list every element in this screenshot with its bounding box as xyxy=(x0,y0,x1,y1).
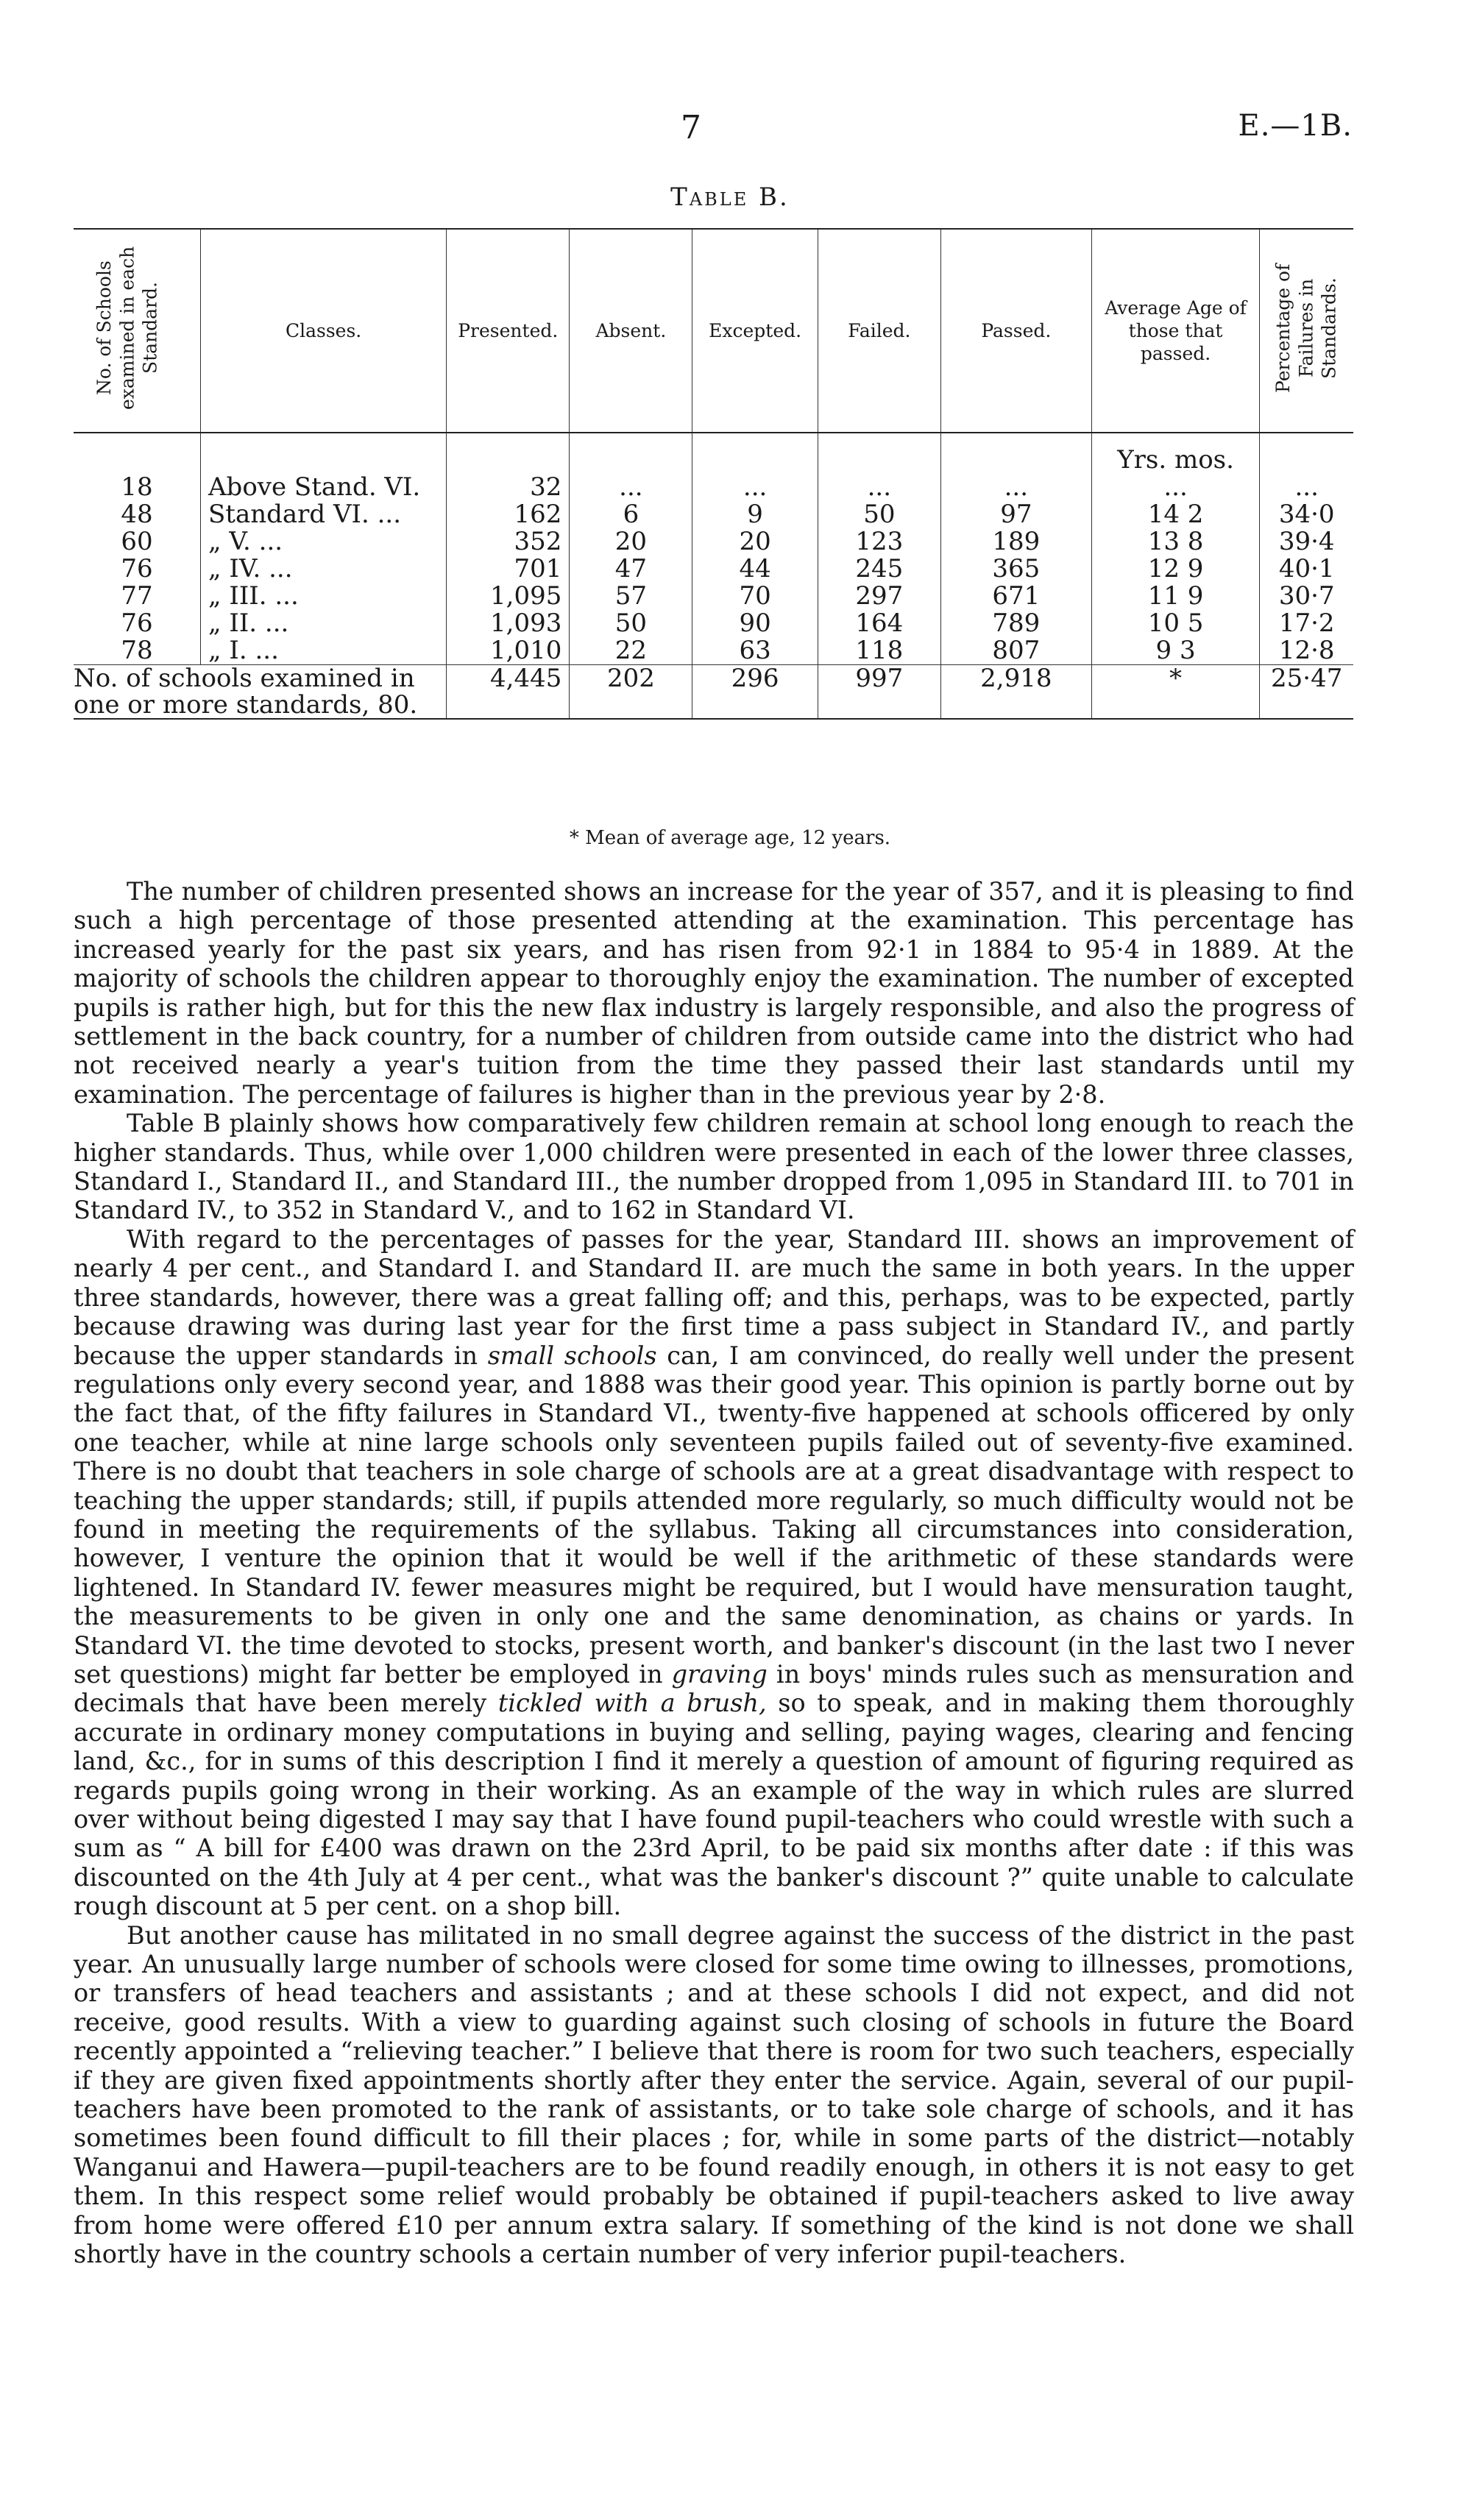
table-row xyxy=(74,583,1353,610)
table-units-row xyxy=(74,433,1353,474)
total-passed: 2,918 xyxy=(940,665,1091,720)
cell-failed: 164 xyxy=(818,610,940,637)
cell-schools: 78 xyxy=(74,637,201,665)
cell-schools: 77 xyxy=(74,583,201,610)
cell-presented: 1,093 xyxy=(447,610,570,637)
cell-excepted: 9 xyxy=(692,501,818,528)
cell-passed: 365 xyxy=(940,556,1091,583)
paragraph: Table B plainly shows how comparatively few children remain at school long enough to reach the higher standards. Thus, while over 1,000 children were presented in each of the lower three classes, Standard I., Standard II., and Standard III., the number dropped from 1,095 in Standard III. to 701 in Standard IV., to 352 in Standard V., and to 162 in Standard VI. xyxy=(74,1109,1354,1225)
cell-absent: 6 xyxy=(570,501,692,528)
col-header-average-age: Average Age of those that passed. xyxy=(1091,229,1260,433)
page-number: 7 xyxy=(681,109,701,146)
report-body xyxy=(74,877,1354,2269)
cell-passed: ... xyxy=(940,474,1091,501)
cell-presented: 701 xyxy=(447,556,570,583)
cell-failed: 297 xyxy=(818,583,940,610)
col-header-absent: Absent. xyxy=(570,229,692,433)
cell-class: Standard VI. ... xyxy=(201,501,447,528)
cell-presented: 352 xyxy=(447,528,570,556)
cell-class: „ IV. ... xyxy=(201,556,447,583)
cell-schools: 76 xyxy=(74,556,201,583)
cell-class: „ V. ... xyxy=(201,528,447,556)
paragraph: With regard to the percentages of passes for the year, Standard III. shows an improvement of nearly 4 per cent., and Standard I. and Standard II. are much the same in both years. In the upper three standards, however, there was a great falling off; and this, perhaps, was to be expected, partly because drawing was during last year for the first time a pass subject in Standard IV., and partly because the upper standards in small schools can, I am convinced, do really well under the present regulations only every second year, and 1888 was their good year. This opinion is partly borne out by the fact that, of the fifty failures in Standard VI., twenty-five happened at schools officered by only one teacher, while at nine large schools only seventeen pupils failed out of seventy-five examined. There is no doubt that teachers in sole charge of schools are at a great disadvantage with respect to teaching the upper standards; still, if pupils attended more regularly, so much difficulty would not be found in meeting the requirements of the syllabus. Taking all circumstances into consideration, however, I venture the opinion that it would be well if the arithmetic of these standards were lightened. In Standard IV. fewer measures might be required, but I would have mensuration taught, the measurements to be given in only one and the same denomination, as chains or yards. In Standard VI. the time devoted to stocks, present worth, and banker's discount (in the last two I never set questions) might far better be employed in graving in boys' minds rules such as mensuration and decimals that have been merely tickled with a brush, so to speak, and in making them thoroughly accurate in ordinary money computations in buying and selling, paying wages, clearing and fencing land, &c., for in sums of this description I find it merely a question of amount of figuring required as regards pupils going wrong in their working. As an example of the way in which rules are slurred over without being digested I may say that I have found pupil-teachers who could wrestle with such a sum as “ A bill for £400 was drawn on the 23rd April, to be paid six months after date : if this was discounted on the 4th July at 4 per cent., what was the banker's discount ?” quite unable to calculate rough discount at 5 per cent. on a shop bill. xyxy=(74,1224,1355,1921)
total-failed: 997 xyxy=(818,665,940,720)
cell-presented: 1,095 xyxy=(447,583,570,610)
cell-excepted: 20 xyxy=(692,528,818,556)
total-absent: 202 xyxy=(570,665,692,720)
table-row xyxy=(74,474,1353,501)
table-totals-row xyxy=(74,665,1353,720)
table-title: Table B. xyxy=(670,182,790,212)
table-row xyxy=(74,610,1353,637)
cell-passed: 189 xyxy=(940,528,1091,556)
cell-absent: ... xyxy=(570,474,692,501)
paragraph: The number of children presented shows an increase for the year of 357, and it is pleasing to find such a high percentage of those presented attending at the examination. This percentage has increased yearly for the past six years, and has risen from 92·1 in 1884 to 95·4 in 1889. At the majority of schools the children appear to thoroughly enjoy the examination. The number of excepted pupils is rather high, but for this the new flax industry is largely responsible, and also the progress of settlement in the back country, for a number of children from outside came into the district who had not received nearly a year's tuition from the time they passed their last standards until my examination. The percentage of failures is higher than in the previous year by 2·8. xyxy=(74,877,1354,1109)
cell-age: 13 8 xyxy=(1091,528,1260,556)
cell-absent: 47 xyxy=(570,556,692,583)
cell-age: 11 9 xyxy=(1091,583,1260,610)
total-pct: 25·47 xyxy=(1260,665,1353,720)
col-header-classes: Classes. xyxy=(201,229,447,433)
cell-excepted: 44 xyxy=(692,556,818,583)
cell-pct: 34·0 xyxy=(1278,500,1335,530)
cell-failed: 118 xyxy=(818,637,940,665)
cell-pct: 30·7 xyxy=(1278,581,1335,611)
cell-absent: 50 xyxy=(570,610,692,637)
table-row xyxy=(74,528,1353,556)
cell-excepted: 63 xyxy=(692,637,818,665)
cell-excepted: ... xyxy=(692,474,818,501)
cell-passed: 807 xyxy=(940,637,1091,665)
table-b xyxy=(74,228,1353,720)
total-excepted: 296 xyxy=(692,665,818,720)
cell-class: „ II. ... xyxy=(201,610,447,637)
cell-absent: 57 xyxy=(570,583,692,610)
cell-failed: 245 xyxy=(818,556,940,583)
cell-class: Above Stand. VI. xyxy=(201,474,447,501)
table-row xyxy=(74,556,1353,583)
table-header-row xyxy=(74,229,1353,433)
cell-age: ... xyxy=(1091,474,1260,501)
col-header-excepted: Excepted. xyxy=(692,229,818,433)
cell-failed: 123 xyxy=(818,528,940,556)
cell-pct: 17·2 xyxy=(1278,608,1335,639)
cell-pct: 12·8 xyxy=(1278,636,1335,666)
col-header-passed: Passed. xyxy=(940,229,1091,433)
cell-pct: ... xyxy=(1294,472,1319,503)
document-reference: E.—1B. xyxy=(1238,109,1353,143)
cell-passed: 789 xyxy=(940,610,1091,637)
cell-age: 12 9 xyxy=(1091,556,1260,583)
col-header-presented: Presented. xyxy=(447,229,570,433)
cell-excepted: 70 xyxy=(692,583,818,610)
paragraph: But another cause has militated in no small degree against the success of the district in the past year. An unusually large number of schools were closed for some time owing to illnesses, promotions, or transfers of head teachers and assistants ; and at these schools I did not expect, and did not receive, good results. With a view to guarding against such closing of schools in future the Board recently appointed a “relieving teacher.” I believe that there is room for two such teachers, especially if they are given fixed appointments shortly after they enter the service. Again, several of our pupil-teachers have been promoted to the rank of assistants, or to take sole charge of schools, and it has sometimes been found difficult to fill their places ; for, while in some parts of the district—notably Wanganui and Hawera—pupil-teachers are to be found readily enough, in others it is not easy to get them. In this respect some relief would probably be obtained if pupil-teachers asked to live away from home were offered £10 per annum extra salary. If something of the kind is not done we shall shortly have in the country schools a certain number of very inferior pupil-teachers. xyxy=(74,1920,1354,2269)
cell-failed: 50 xyxy=(818,501,940,528)
cell-schools: 18 xyxy=(74,474,201,501)
table-row xyxy=(74,501,1353,528)
total-label: No. of schools examined in one or more standards, 80. xyxy=(74,665,447,720)
cell-age: 10 5 xyxy=(1091,610,1260,637)
cell-age: 14 2 xyxy=(1091,501,1260,528)
col-header-failed: Failed. xyxy=(818,229,940,433)
cell-age: 9 3 xyxy=(1091,637,1260,665)
col-header-schools: No. of Schools examined in each Standard. xyxy=(74,229,201,433)
cell-passed: 671 xyxy=(940,583,1091,610)
total-age: * xyxy=(1091,665,1260,720)
cell-presented: 1,010 xyxy=(447,637,570,665)
cell-schools: 48 xyxy=(74,501,201,528)
cell-schools: 76 xyxy=(74,610,201,637)
total-presented: 4,445 xyxy=(447,665,570,720)
cell-absent: 22 xyxy=(570,637,692,665)
cell-excepted: 90 xyxy=(692,610,818,637)
cell-pct: 40·1 xyxy=(1278,554,1335,584)
cell-schools: 60 xyxy=(74,528,201,556)
cell-presented: 32 xyxy=(447,474,570,501)
cell-class: „ III. ... xyxy=(201,583,447,610)
table-footnote: * Mean of average age, 12 years. xyxy=(569,827,891,849)
cell-absent: 20 xyxy=(570,528,692,556)
cell-passed: 97 xyxy=(940,501,1091,528)
table-row xyxy=(74,637,1353,665)
age-units: Yrs. mos. xyxy=(1091,433,1260,474)
cell-pct: 39·4 xyxy=(1278,527,1335,557)
cell-class: „ I. ... xyxy=(201,637,447,665)
col-header-percentage: Percentage of Failures in Standards. xyxy=(1260,229,1353,433)
cell-failed: ... xyxy=(818,474,940,501)
cell-presented: 162 xyxy=(447,501,570,528)
